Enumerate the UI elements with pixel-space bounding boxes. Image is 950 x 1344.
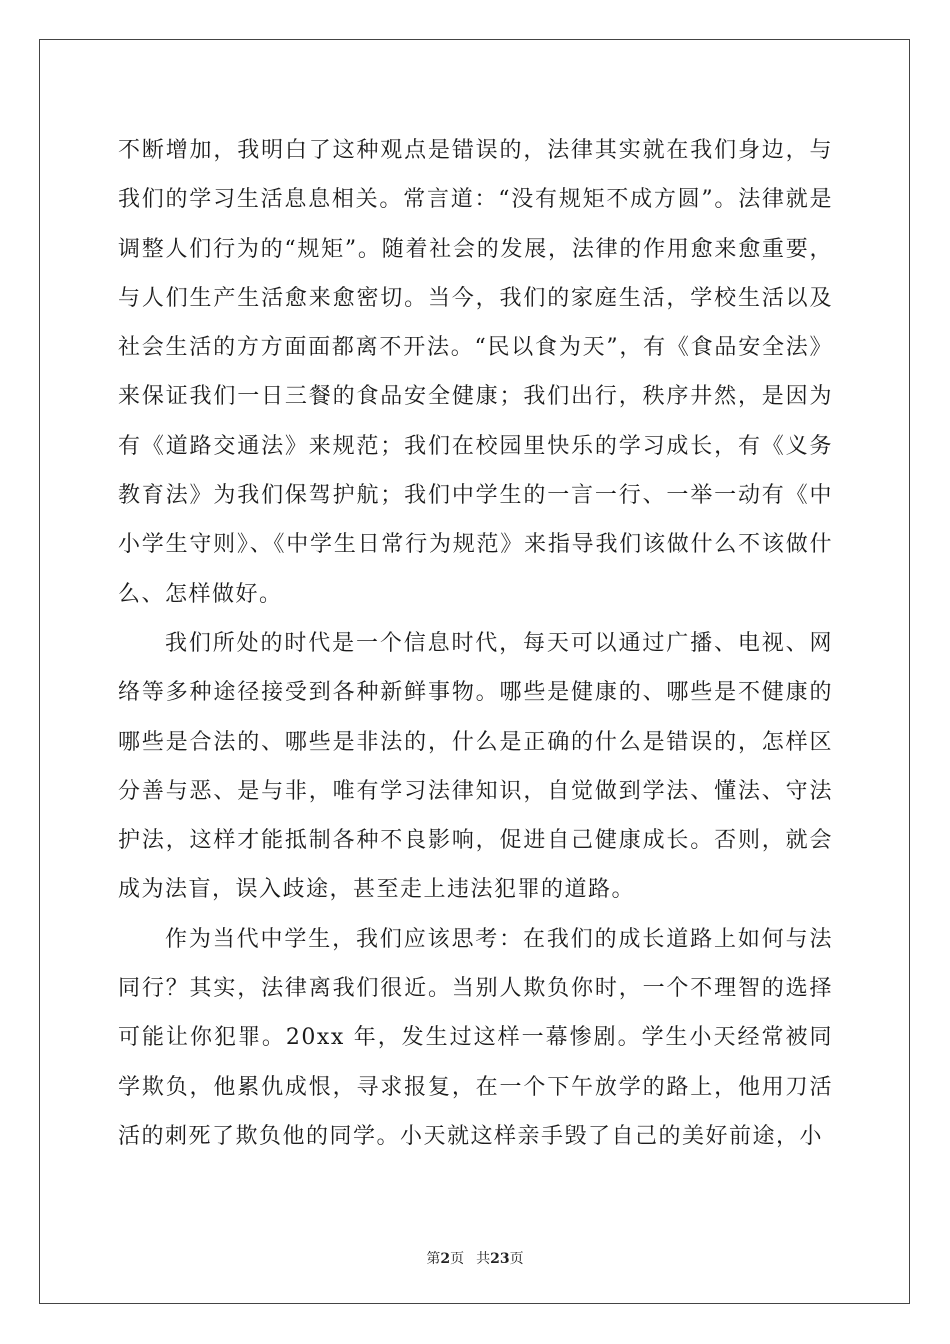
paragraph-2: 我们所处的时代是一个信息时代，每天可以通过广播、电视、网络等多种途径接受到各种新鲜事物。哪些是健康的、哪些是不健康的哪些是合法的、哪些是非法的，什么是正确的什么是错误的，怎样区分善与恶、是与非，唯有学习法律知识，自觉做到学法、懂法、守法护法，这样才能抵制各种不良影响，促进自己健康成长。否则，就会成为法盲，误入歧途，甚至走上违法犯罪的道路。 <box>118 630 833 903</box>
total-pages: 23 <box>490 1251 510 1267</box>
page-footer <box>0 1248 950 1268</box>
paragraph-1: 不断增加，我明白了这种观点是错误的，法律其实就在我们身边，与我们的学习生活息息相关。常言道：“没有规矩不成方圆”。法律就是调整人们行为的“规矩”。随着社会的发展，法律的作用愈来愈重要，与人们生产生活愈来愈密切。当今，我们的家庭生活，学校生活以及社会生活的方方面面都离不开法。“民以食为天”，有《食品安全法》来保证我们一日三餐的食品安全健康；我们出行，秩序井然，是因为有《道路交通法》来规范；我们在校园里快乐的学习成长，有《义务教育法》为我们保驾护航；我们中学生的一言一行、一举一动有《中小学生守则》、《中学生日常行为规范》来指导我们该做什么不该做什么、怎样做好。 <box>118 138 833 607</box>
document-body <box>118 126 833 1161</box>
total-prefix: 共 <box>476 1251 491 1267</box>
page-prefix: 第 <box>426 1251 441 1267</box>
paragraph-3: 作为当代中学生，我们应该思考：在我们的成长道路上如何与法同行？其实，法律离我们很近。当别人欺负你时，一个不理智的选择可能让你犯罪。20xx 年，发生过这样一幕惨剧。学生小天经常被同学欺负，他累仇成恨，寻求报复，在一个下午放学的路上，他用刀活活的刺死了欺负他的同学。小天就这样亲手毁了自己的美好前途，小 <box>118 926 833 1149</box>
total-suffix: 页 <box>509 1251 524 1267</box>
page-number: 2 <box>440 1251 451 1267</box>
page-suffix: 页 <box>450 1251 465 1267</box>
